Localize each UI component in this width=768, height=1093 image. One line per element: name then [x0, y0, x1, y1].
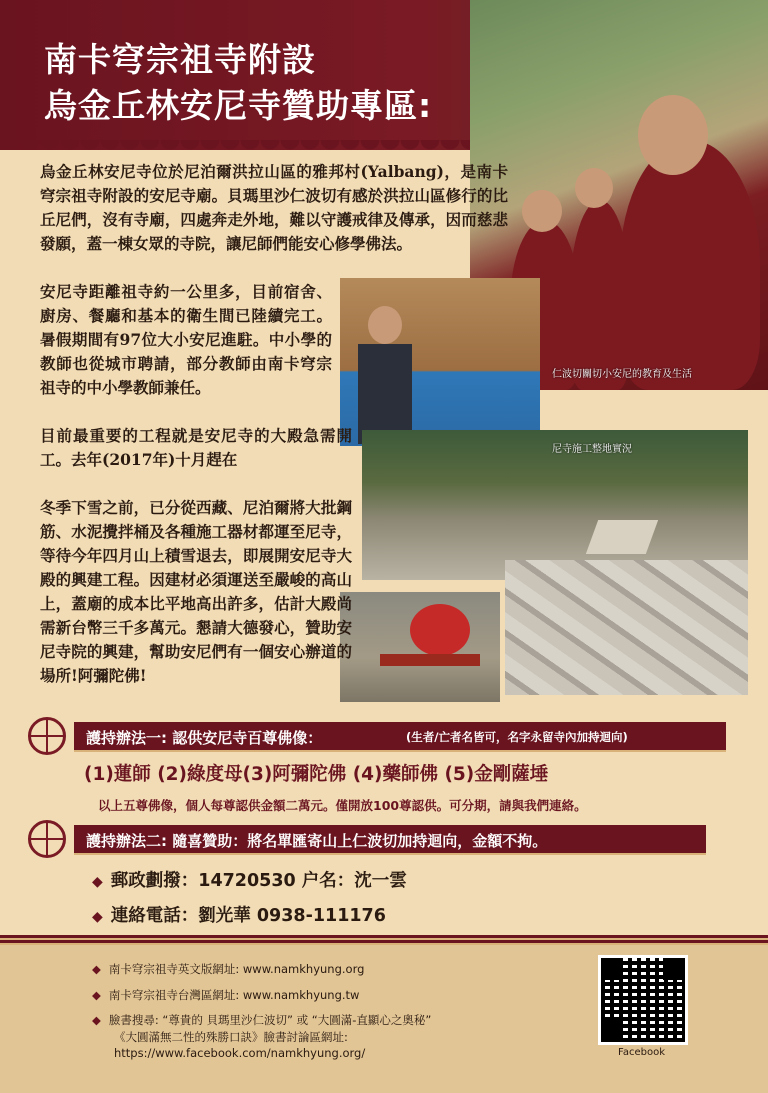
postal-text: 郵政劃撥：14720530 户名：沈一雲: [110, 871, 407, 891]
support-method-1-note: (生者/亡者名皆可，名字永留寺內加持迴向): [406, 730, 628, 744]
teacher-head: [368, 306, 402, 344]
dharma-wheel-icon: [28, 717, 66, 755]
photo-stone-pile: [505, 560, 748, 695]
paragraph-intro: 烏金丘林安尼寺位於尼泊爾洪拉山區的雅邦村(Yalbang)，是南卡穹宗祖寺附設的安尼寺廟。貝瑪里沙仁波切有感於洪拉山區修行的比丘尼們，沒有寺廟，四處奔走外地，難以守護戒律及傳承，因而慈悲發願，蓋一棟女眾的寺院，讓尼師們能安心修學佛法。: [40, 162, 508, 253]
photo-classroom: [340, 278, 540, 446]
diamond-bullet-icon: ◆: [92, 988, 101, 1002]
footer-english-site[interactable]: ◆ 南卡穹宗祖寺英文版網址: www.namkhyung.org: [92, 962, 365, 976]
footer-facebook-url[interactable]: https://www.facebook.com/namkhyung.org/: [114, 1046, 366, 1060]
nun-figure: [570, 200, 630, 390]
phone-text: 連絡電話：劉光華 0938-111176: [110, 906, 386, 926]
crusher-wheel: [410, 604, 470, 656]
caption-construction: 尼寺施工整地實況: [552, 444, 632, 455]
footer-facebook-search: ◆ 臉書搜尋: “尊貴的 貝瑪里沙仁波切” 或 “大圓滿-直顯心之奧秘”: [92, 1013, 432, 1027]
footer: [0, 945, 768, 1093]
page-title-line2: 烏金丘林安尼寺贊助專區:: [44, 86, 433, 125]
paragraph-main-hall: 目前最重要的工程就是安尼寺的大殿急需開工。去年(2017年)十月趕在: [40, 426, 352, 469]
page-title-line1: 南卡穹宗祖寺附設: [44, 40, 316, 79]
teacher-figure: [358, 344, 412, 444]
tent: [586, 520, 658, 554]
diamond-bullet-icon: ◆: [92, 874, 103, 890]
sponsorship-note: 以上五尊佛像，個人每尊認供金額二萬元。僅開放100尊認供。可分期，請與我們連絡。: [98, 798, 587, 813]
monk-figure: [620, 140, 760, 390]
dharma-wheel-icon: [28, 820, 66, 858]
nun-head: [575, 168, 613, 208]
footer-taiwan-site[interactable]: ◆ 南卡穹宗祖寺台灣區網址: www.namkhyung.tw: [92, 988, 360, 1002]
diamond-bullet-icon: ◆: [92, 909, 103, 925]
qr-label: Facebook: [618, 1047, 665, 1058]
caption-education: 仁波切關切小安尼的教育及生活: [552, 369, 692, 380]
crusher-base: [380, 654, 480, 666]
postal-transfer: [92, 867, 407, 892]
scalloped-border: [0, 140, 500, 156]
contact-phone: [92, 902, 386, 927]
divider-stripe: [0, 935, 768, 945]
diamond-bullet-icon: ◆: [92, 1013, 101, 1027]
photo-stone-crusher: [340, 592, 500, 702]
buddha-list: (1)蓮師 (2)綠度母(3)阿彌陀佛 (4)藥師佛 (5)金剛薩埵: [84, 764, 549, 785]
monk-head: [638, 95, 708, 175]
qr-code-icon[interactable]: [598, 955, 688, 1045]
diamond-bullet-icon: ◆: [92, 962, 101, 976]
support-method-2-title: 護持辦法二: 隨喜贊助：將名單匯寄山上仁波切加持迴向，金額不拘。: [86, 832, 548, 850]
support-method-1-bar: [74, 722, 726, 752]
support-method-1-title: 護持辦法一: 認供安尼寺百尊佛像：: [86, 729, 323, 747]
support-method-2-bar: [74, 825, 706, 855]
footer-discussion-title: 《大圓滿無二性的殊勝口訣》臉書討論區網址:: [114, 1030, 348, 1044]
paragraph-progress: 安尼寺距離祖寺約一公里多，目前宿舍、廚房、餐廳和基本的衛生間已陸續完工。暑假期間有97位大小安尼進駐。中小學的教師也從城市聘請，部分教師由南卡穹宗祖寺的中小學教師兼任。: [40, 282, 332, 397]
paragraph-appeal: 冬季下雪之前，已分從西藏、尼泊爾將大批鋼筋、水泥攪拌桶及各種施工器材都運至尼寺，等待今年四月山上積雪退去，即展開安尼寺大殿的興建工程。因建材必須運送至嚴峻的高山上，蓋廟的成本比平地高出許多，估計大殿尚需新台幣三千多萬元。懇請大德發心，贊助安尼寺院的興建，幫助安尼們有一個安心辦道的場所!阿彌陀佛!: [40, 498, 352, 685]
nun-head: [522, 190, 562, 232]
